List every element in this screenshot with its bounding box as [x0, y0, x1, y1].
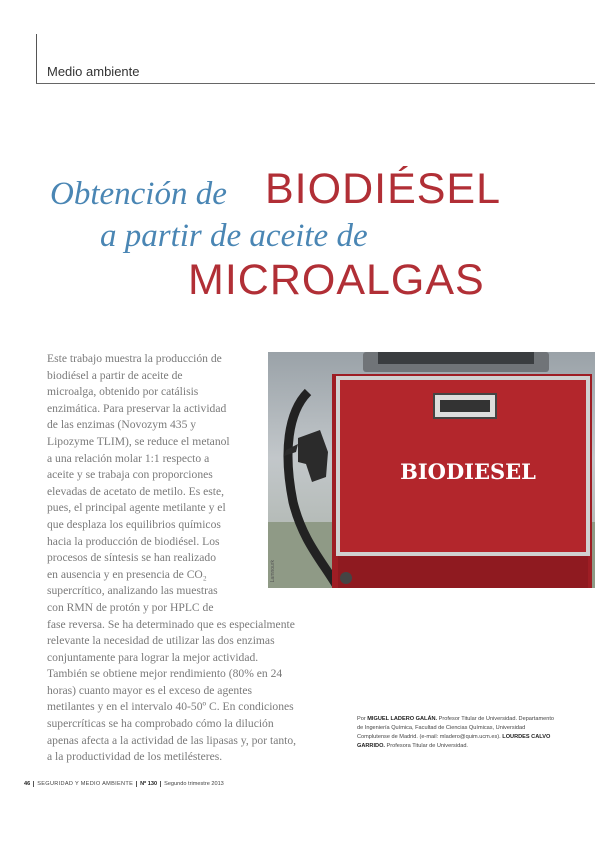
abstract-line: relevante la necesidad de utilizar las dos enzimas	[47, 634, 275, 648]
abstract-line: en ausencia y en presencia de CO₂	[47, 567, 207, 581]
abstract-line: elevadas de acetato de metilo. Es este,	[47, 484, 225, 498]
abstract-line: a la productividad de los metilésteres.	[47, 750, 223, 764]
title-line3-caps: MICROALGAS	[188, 256, 485, 304]
abstract-line: Lipozyme TLIM), se reduce el metanol	[47, 434, 230, 448]
abstract-line: aceite y se trabaja con proporciones	[47, 468, 213, 482]
biodiesel-pump-photo	[268, 352, 595, 588]
page-footer	[21, 779, 227, 788]
issue-period: Segundo trimestre 2013	[160, 781, 227, 787]
abstract-line: de las enzimas (Novozym 435 y	[47, 418, 197, 432]
photo-credit: Lamnourk	[270, 560, 276, 583]
abstract-line: supercrítico, analizando las muestras	[47, 584, 218, 598]
section-label: Medio ambiente	[47, 64, 140, 79]
abstract-line: supercríticas se ha comprobado cómo la dilución	[47, 717, 274, 731]
title-line2-italic: a partir de aceite de	[100, 218, 368, 254]
abstract-line: biodiésel a partir de aceite de	[47, 368, 183, 382]
abstract-line: procesos de síntesis se han realizado	[47, 551, 217, 565]
biodiesel-pump-illustration	[268, 352, 595, 588]
abstract-line: con RMN de protón y por HPLC de	[47, 600, 214, 614]
author-name-2: LOURDES CALVO GARRIDO.	[357, 734, 551, 749]
author-name-1: MIGUEL LADERO GALÁN.	[367, 716, 438, 722]
abstract-line: fase reversa. Se ha determinado que es especialmente	[47, 617, 295, 631]
abstract-line: apenas afecta a la actividad de las lipasas y, por tanto,	[47, 733, 297, 747]
magazine-name: SEGURIDAD Y MEDIO AMBIENTE	[34, 781, 137, 787]
author-info	[357, 715, 557, 751]
abstract-line: También se obtiene mejor rendimiento (80% en 24	[47, 667, 283, 681]
header-vertical-rule	[36, 34, 37, 84]
pump-label: BIODIESEL	[400, 459, 536, 484]
abstract-line: microalga, obtenido por catálisis	[47, 385, 199, 399]
abstract-line: pues, el principal agente metilante y el	[47, 501, 226, 515]
abstract-line: que desplaza los equilibrios químicos	[47, 517, 221, 531]
abstract-line: conjuntamente para lograr la mejor actividad.	[47, 650, 259, 664]
author-affiliation-1: Profesor Titular de Universidad. Departamento de Ingeniería Química, Facultad de Ciencias Químicas, Universidad Complutense de Madrid. (e-mail: mladero@quim.ucm.es).	[357, 716, 554, 740]
abstract-line: enzimática. Para preservar la actividad	[47, 401, 227, 415]
title-line1-caps: BIODIÉSEL	[265, 165, 502, 213]
title-line1-italic: Obtención de	[50, 176, 227, 212]
header-horizontal-rule	[36, 83, 595, 84]
author-affiliation-2: Profesora Titular de Universidad.	[384, 743, 468, 749]
abstract-line: metilantes y en el intervalo 40-50º C. En condiciones	[47, 700, 294, 714]
page-number: 46	[21, 781, 34, 787]
abstract-line: Este trabajo muestra la producción de	[47, 352, 222, 365]
abstract-line: a una relación molar 1:1 respecto a	[47, 451, 210, 465]
abstract-line: hacia la producción de biodiésel. Los	[47, 534, 220, 548]
author-prefix: Por	[357, 716, 368, 722]
abstract-line: horas) cuanto mayor es el exceso de agentes	[47, 683, 253, 697]
issue-number: Nº 130	[140, 780, 158, 787]
